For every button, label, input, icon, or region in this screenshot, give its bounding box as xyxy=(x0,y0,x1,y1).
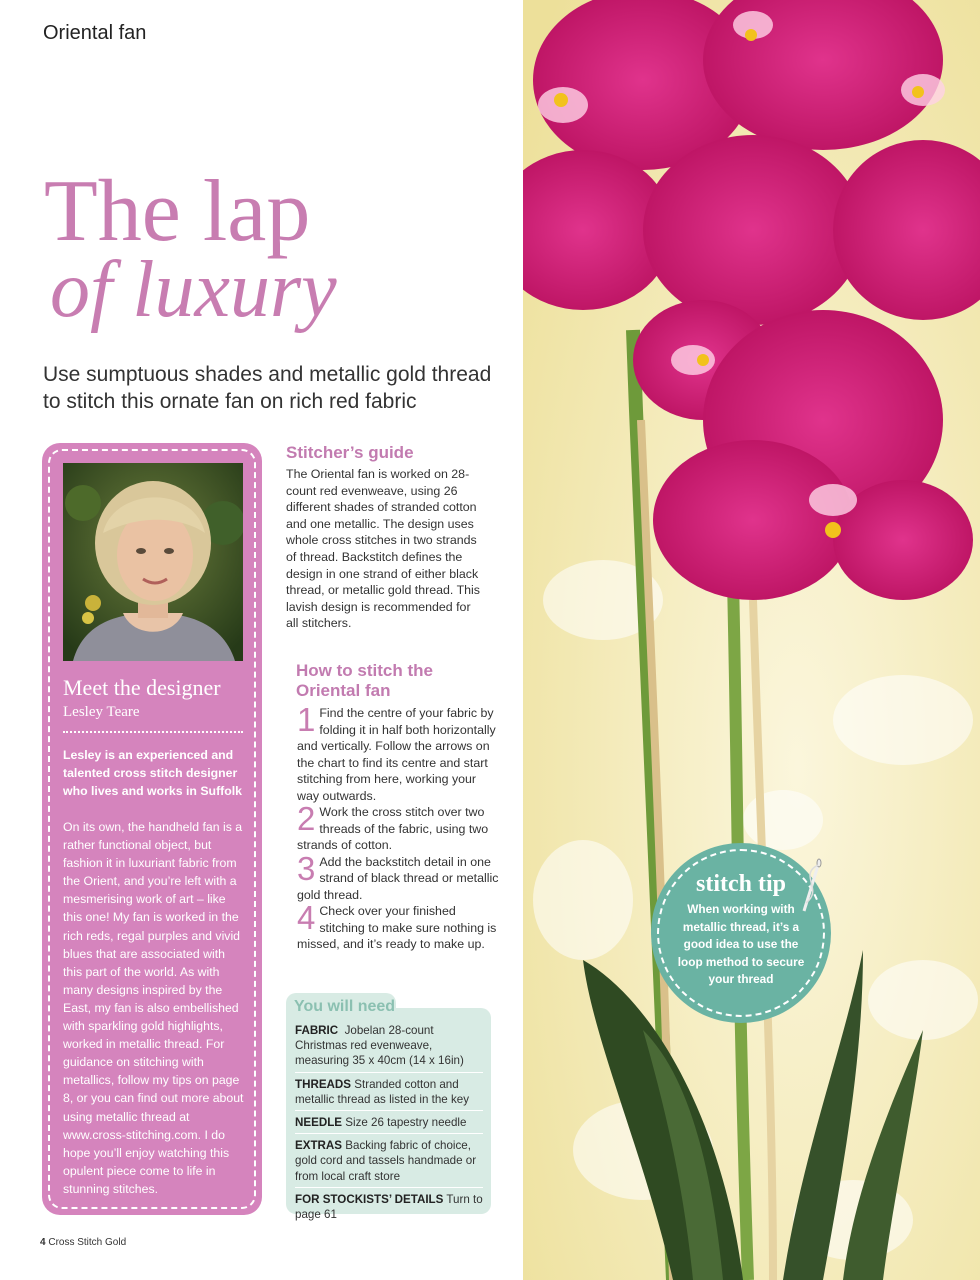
designer-intro: Lesley is an experienced and talented cross stitch designer who lives and works in Suffolk xyxy=(63,748,243,798)
step-3 xyxy=(297,849,499,904)
stitchers-guide-heading: Stitcher’s guide xyxy=(286,443,414,462)
need-item-fabric xyxy=(295,1023,483,1073)
section-label: Oriental fan xyxy=(43,22,147,44)
need-text: Size 26 tapestry needle xyxy=(345,1116,467,1130)
step-2 xyxy=(297,800,499,854)
title-line-2: of luxury xyxy=(50,246,337,334)
need-label: EXTRAS xyxy=(295,1139,343,1153)
designer-panel xyxy=(42,443,262,1215)
need-label: FOR STOCKISTS’ DETAILS xyxy=(295,1192,444,1206)
need-item-needle xyxy=(295,1115,483,1134)
stitch-tip-badge xyxy=(651,843,831,1023)
step-text: Find the centre of your fabric by folding it in half both horizontally and vertically. Follow the arrows on the chart to find its centre and start stitching from here, working your way outwards. xyxy=(297,706,496,803)
stitch-tip-heading: stitch tip xyxy=(696,871,786,897)
need-item-extras xyxy=(295,1138,483,1188)
dotted-divider xyxy=(63,731,243,733)
standfirst: Use sumptuous shades and metallic gold thread to stitch this ornate fan on rich red fabric xyxy=(43,363,492,413)
you-will-need-heading: You will need xyxy=(294,998,396,1015)
orchid-photo xyxy=(523,0,980,1280)
stitch-tip-text: When working with metallic thread, it’s a good idea to use the loop method to secure your thread xyxy=(677,902,805,986)
need-label: THREADS xyxy=(295,1077,352,1091)
stitchers-guide-text: The Oriental fan is worked on 28-count red evenweave, using 26 different shades of stranded cotton and one metallic. The design uses whole cross stitches in two strands of thread. Backstitch defines the design in one strand of either black thread, or metallic gold thread. This lavish design is recommended for all stitchers. xyxy=(286,467,480,631)
step-text: Check over your finished stitching to make sure nothing is missed, and it’s ready to make up. xyxy=(297,904,497,951)
step-number: 4 xyxy=(297,899,316,936)
page-folio xyxy=(40,1237,126,1248)
need-label: NEEDLE xyxy=(295,1116,343,1130)
step-text: Add the backstitch detail in one strand of black thread or metallic gold thread. xyxy=(297,854,499,902)
designer-heading: Meet the designer xyxy=(63,675,221,700)
need-text: Turn to page 61 xyxy=(295,1192,483,1222)
step-text: Work the cross stitch over two threads of the fabric, using two strands of cotton. xyxy=(297,805,489,852)
need-label: FABRIC xyxy=(295,1024,339,1037)
how-to-steps xyxy=(297,701,499,953)
title-line-1: The lap xyxy=(44,163,311,260)
designer-body: On its own, the handheld fan is a rather functional object, but fashion it in luxuriant fabric from the Orient, and you’re left with a mesmerising work of art – like this one! My fan is worked in the rich reds, regal purples and vivid blues that are associated with this part of the world. As with many designs inspired by the East, my fan is also embellished with sparkling gold highlights, worked in metallic thread. For guidance on stitching with metallics, follow my tips on page 8, or you can find out more about using metallic thread at www.cross-stitching.com. I do hope you’ll enjoy watching this opulent piece come to life in stunning stitches. xyxy=(63,820,244,1196)
magazine-name: Cross Stitch Gold xyxy=(48,1237,127,1248)
need-text: Backing fabric of choice, gold cord and tassels handmade or from local craft store xyxy=(295,1139,477,1183)
step-number: 3 xyxy=(297,849,316,887)
designer-name: Lesley Teare xyxy=(63,704,140,720)
step-number: 1 xyxy=(297,701,316,738)
step-number: 2 xyxy=(297,800,316,837)
page-number: 4 xyxy=(40,1237,46,1248)
needle-icon xyxy=(796,855,826,915)
need-text: Stranded cotton and metallic thread as listed in the key xyxy=(295,1077,469,1106)
designer-photo xyxy=(63,463,243,661)
page-title xyxy=(44,163,337,334)
step-1 xyxy=(297,701,499,804)
how-to-heading: How to stitch the Oriental fan xyxy=(296,661,433,700)
step-4 xyxy=(297,899,499,953)
need-item-stockists xyxy=(295,1192,483,1225)
need-item-threads xyxy=(295,1077,483,1111)
you-will-need-list xyxy=(295,1023,483,1229)
need-text: Jobelan 28-count Christmas red evenweave, measuring 35 x 40cm (14 x 16in) xyxy=(295,1024,464,1068)
